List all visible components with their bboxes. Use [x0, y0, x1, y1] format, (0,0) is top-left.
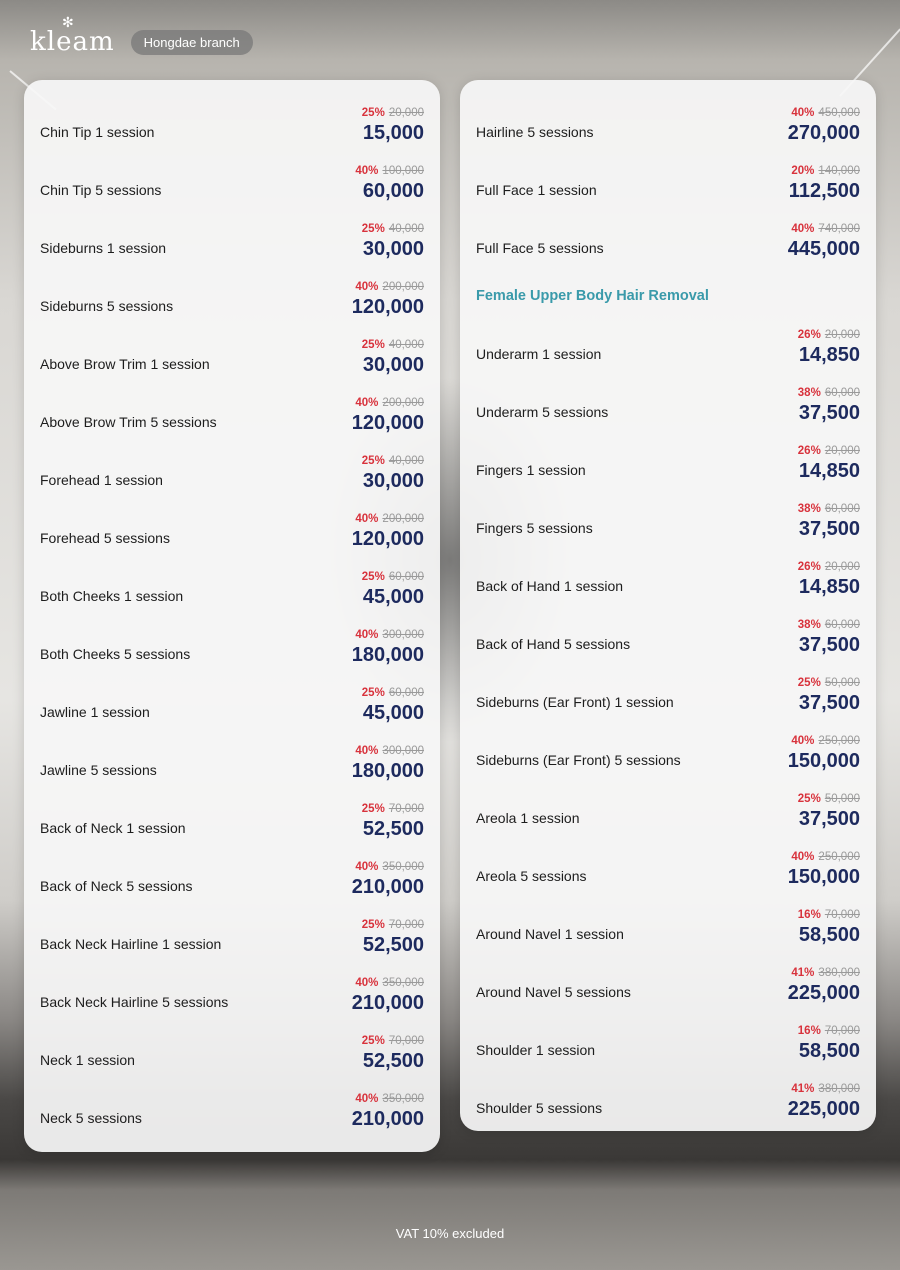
price-row: [476, 904, 860, 962]
sale-price: 15,000: [362, 122, 424, 144]
discount-line: [362, 106, 424, 120]
price-list-right: [476, 102, 860, 1136]
price-row: [40, 102, 424, 160]
original-price: 70,000: [388, 803, 424, 815]
discount-line: [798, 618, 860, 632]
price-row: [476, 160, 860, 218]
original-price: 60,000: [388, 571, 424, 583]
price-block: [798, 444, 860, 483]
treatment-name: Areola 5 sessions: [476, 868, 587, 884]
price-block: [352, 1092, 424, 1131]
price-row: [476, 614, 860, 672]
price-row: [476, 440, 860, 498]
price-block: [362, 454, 424, 493]
treatment-name: Back of Neck 1 session: [40, 820, 186, 836]
price-block: [362, 570, 424, 609]
price-row: [40, 682, 424, 740]
discount-percent: 40%: [355, 397, 379, 409]
discount-line: [362, 570, 424, 584]
vat-note: VAT 10% excluded: [395, 1226, 505, 1241]
price-row: [476, 1020, 860, 1078]
discount-percent: 40%: [791, 107, 815, 119]
treatment-name: Above Brow Trim 1 session: [40, 356, 210, 372]
price-block: [788, 850, 860, 889]
sale-price: 37,500: [798, 808, 860, 830]
original-price: 200,000: [382, 397, 424, 409]
treatment-name: Sideburns 1 session: [40, 240, 167, 256]
discount-line: [352, 628, 424, 642]
discount-line: [352, 512, 424, 526]
sale-price: 30,000: [362, 470, 424, 492]
original-price: 200,000: [382, 281, 424, 293]
treatment-name: Sideburns 5 sessions: [40, 298, 174, 314]
sale-price: 180,000: [351, 644, 424, 666]
sale-price: 150,000: [787, 750, 860, 772]
discount-percent: 40%: [355, 629, 379, 641]
sale-price: 58,500: [798, 1040, 860, 1062]
price-block: [788, 966, 860, 1005]
price-row: [40, 740, 424, 798]
discount-line: [352, 744, 424, 758]
price-block: [788, 1082, 860, 1121]
sale-price: 45,000: [362, 586, 424, 608]
original-price: 140,000: [818, 165, 860, 177]
section-title-text: Female Upper Body Hair Removal: [476, 288, 709, 304]
branch-badge: Hongdae branch: [131, 30, 253, 55]
sale-price: 14,850: [798, 576, 860, 598]
discount-line: [362, 1034, 424, 1048]
discount-percent: 40%: [355, 1093, 379, 1105]
price-row: [476, 846, 860, 904]
price-row: [476, 324, 860, 382]
sale-price: 225,000: [787, 982, 860, 1004]
original-price: 60,000: [824, 387, 860, 399]
discount-percent: 25%: [361, 1035, 385, 1047]
brand-logo: [30, 15, 115, 57]
price-row: [40, 914, 424, 972]
original-price: 40,000: [388, 339, 424, 351]
price-block: [352, 744, 424, 783]
discount-line: [798, 502, 860, 516]
sale-price: 112,500: [788, 180, 860, 202]
price-block: [798, 328, 860, 367]
treatment-name: Above Brow Trim 5 sessions: [40, 414, 217, 430]
original-price: 20,000: [824, 445, 860, 457]
treatment-name: Neck 1 session: [40, 1052, 135, 1068]
price-block: [362, 802, 424, 841]
treatment-name: Forehead 1 session: [40, 472, 163, 488]
price-row: [40, 1088, 424, 1146]
discount-percent: 25%: [361, 339, 385, 351]
discount-percent: 25%: [797, 677, 821, 689]
discount-line: [788, 850, 860, 864]
price-block: [798, 386, 860, 425]
price-row: [40, 972, 424, 1030]
discount-line: [352, 860, 424, 874]
price-row: [40, 1030, 424, 1088]
sale-price: 210,000: [351, 876, 424, 898]
discount-percent: 40%: [355, 513, 379, 525]
treatment-name: Back Neck Hairline 5 sessions: [40, 994, 229, 1010]
price-block: [798, 792, 860, 831]
section-title: [476, 276, 860, 324]
price-row: [476, 498, 860, 556]
discount-line: [798, 444, 860, 458]
treatment-name: Areola 1 session: [476, 810, 580, 826]
discount-line: [362, 918, 424, 932]
discount-percent: 25%: [361, 919, 385, 931]
price-block: [362, 338, 424, 377]
discount-percent: 40%: [791, 735, 815, 747]
price-row: [476, 1078, 860, 1136]
price-row: [40, 798, 424, 856]
discount-line: [362, 222, 424, 236]
price-block: [352, 628, 424, 667]
original-price: 20,000: [388, 107, 424, 119]
original-price: 60,000: [388, 687, 424, 699]
discount-percent: 41%: [791, 1083, 815, 1095]
treatment-name: Both Cheeks 5 sessions: [40, 646, 191, 662]
treatment-name: Hairline 5 sessions: [476, 124, 594, 140]
discount-line: [798, 908, 860, 922]
price-block: [362, 1034, 424, 1073]
price-block: [798, 908, 860, 947]
discount-percent: 26%: [797, 561, 821, 573]
treatment-name: Fingers 5 sessions: [476, 520, 593, 536]
sale-price: 60,000: [362, 180, 424, 202]
treatment-name: Chin Tip 5 sessions: [40, 182, 162, 198]
price-row: [476, 556, 860, 614]
sale-price: 210,000: [351, 1108, 424, 1130]
discount-percent: 40%: [791, 223, 815, 235]
asterisk-icon: ✻: [62, 15, 75, 31]
sale-price: 225,000: [787, 1098, 860, 1120]
price-block: [362, 686, 424, 725]
discount-percent: 25%: [361, 803, 385, 815]
price-row: [40, 160, 424, 218]
discount-line: [362, 454, 424, 468]
original-price: 740,000: [818, 223, 860, 235]
original-price: 50,000: [824, 793, 860, 805]
price-row: [476, 672, 860, 730]
discount-line: [352, 976, 424, 990]
discount-percent: 26%: [797, 329, 821, 341]
sale-price: 150,000: [787, 866, 860, 888]
price-row: [40, 334, 424, 392]
original-price: 70,000: [824, 909, 860, 921]
discount-line: [788, 966, 860, 980]
discount-percent: 26%: [797, 445, 821, 457]
price-row: [40, 392, 424, 450]
price-block: [798, 560, 860, 599]
treatment-name: Back Neck Hairline 1 session: [40, 936, 222, 952]
discount-percent: 40%: [355, 165, 379, 177]
discount-percent: 38%: [797, 387, 821, 399]
sale-price: 14,850: [798, 344, 860, 366]
original-price: 40,000: [388, 455, 424, 467]
sale-price: 120,000: [351, 528, 424, 550]
original-price: 20,000: [824, 329, 860, 341]
original-price: 20,000: [824, 561, 860, 573]
treatment-name: Fingers 1 session: [476, 462, 586, 478]
discount-line: [798, 386, 860, 400]
sale-price: 52,500: [362, 934, 424, 956]
original-price: 250,000: [818, 851, 860, 863]
discount-line: [789, 164, 860, 178]
treatment-name: Chin Tip 1 session: [40, 124, 155, 140]
treatment-name: Shoulder 5 sessions: [476, 1100, 603, 1116]
sale-price: 445,000: [787, 238, 860, 260]
treatment-name: Neck 5 sessions: [40, 1110, 142, 1126]
original-price: 70,000: [824, 1025, 860, 1037]
price-row: [40, 218, 424, 276]
price-list-left: [40, 102, 424, 1146]
sale-price: 30,000: [362, 354, 424, 376]
sale-price: 37,500: [798, 402, 860, 424]
price-row: [40, 624, 424, 682]
treatment-name: Underarm 1 session: [476, 346, 602, 362]
discount-percent: 25%: [797, 793, 821, 805]
sale-price: 52,500: [362, 818, 424, 840]
discount-percent: 16%: [797, 909, 821, 921]
discount-line: [798, 560, 860, 574]
price-block: [788, 222, 860, 261]
original-price: 100,000: [382, 165, 424, 177]
discount-percent: 38%: [797, 619, 821, 631]
discount-line: [352, 396, 424, 410]
price-panel-right: [460, 80, 876, 1131]
price-block: [788, 734, 860, 773]
original-price: 250,000: [818, 735, 860, 747]
discount-line: [788, 734, 860, 748]
sale-price: 37,500: [798, 518, 860, 540]
discount-line: [352, 280, 424, 294]
treatment-name: Jawline 5 sessions: [40, 762, 157, 778]
treatment-name: Sideburns (Ear Front) 1 session: [476, 694, 674, 710]
discount-line: [788, 1082, 860, 1096]
price-row: [476, 382, 860, 440]
sale-price: 52,500: [362, 1050, 424, 1072]
price-block: [362, 106, 424, 145]
discount-percent: 40%: [355, 281, 379, 293]
price-row: [40, 450, 424, 508]
price-block: [362, 222, 424, 261]
original-price: 40,000: [388, 223, 424, 235]
price-block: [352, 860, 424, 899]
treatment-name: Both Cheeks 1 session: [40, 588, 184, 604]
discount-line: [362, 802, 424, 816]
price-row: [476, 962, 860, 1020]
treatment-name: Around Navel 5 sessions: [476, 984, 631, 1000]
sale-price: 37,500: [798, 634, 860, 656]
original-price: 60,000: [824, 619, 860, 631]
discount-line: [798, 792, 860, 806]
treatment-name: Back of Neck 5 sessions: [40, 878, 193, 894]
sale-price: 30,000: [362, 238, 424, 260]
original-price: 300,000: [382, 745, 424, 757]
price-row: [476, 102, 860, 160]
discount-line: [355, 164, 424, 178]
original-price: 450,000: [818, 107, 860, 119]
original-price: 350,000: [382, 977, 424, 989]
original-price: 350,000: [382, 861, 424, 873]
discount-percent: 40%: [355, 861, 379, 873]
price-block: [789, 164, 860, 203]
price-block: [788, 106, 860, 145]
price-block: [352, 512, 424, 551]
sale-price: 120,000: [351, 296, 424, 318]
price-block: [798, 502, 860, 541]
price-block: [352, 280, 424, 319]
header: [30, 15, 253, 62]
price-block: [355, 164, 424, 203]
original-price: 70,000: [388, 919, 424, 931]
discount-percent: 25%: [361, 223, 385, 235]
price-panel-left: [24, 80, 440, 1152]
treatment-name: Underarm 5 sessions: [476, 404, 609, 420]
sale-price: 58,500: [798, 924, 860, 946]
treatment-name: Jawline 1 session: [40, 704, 150, 720]
price-row: [40, 566, 424, 624]
price-block: [352, 396, 424, 435]
discount-line: [788, 222, 860, 236]
price-row: [40, 508, 424, 566]
sale-price: 37,500: [798, 692, 860, 714]
price-row: [476, 218, 860, 276]
discount-percent: 38%: [797, 503, 821, 515]
discount-line: [362, 686, 424, 700]
discount-line: [362, 338, 424, 352]
discount-percent: 25%: [361, 687, 385, 699]
sale-price: 210,000: [351, 992, 424, 1014]
original-price: 380,000: [818, 1083, 860, 1095]
price-block: [798, 618, 860, 657]
original-price: 200,000: [382, 513, 424, 525]
price-row: [476, 730, 860, 788]
discount-line: [788, 106, 860, 120]
discount-percent: 25%: [361, 571, 385, 583]
original-price: 50,000: [824, 677, 860, 689]
original-price: 70,000: [388, 1035, 424, 1047]
treatment-name: Sideburns (Ear Front) 5 sessions: [476, 752, 681, 768]
discount-percent: 25%: [361, 107, 385, 119]
sale-price: 120,000: [351, 412, 424, 434]
sale-price: 180,000: [351, 760, 424, 782]
discount-percent: 40%: [355, 745, 379, 757]
sale-price: 14,850: [798, 460, 860, 482]
original-price: 60,000: [824, 503, 860, 515]
treatment-name: Around Navel 1 session: [476, 926, 624, 942]
original-price: 300,000: [382, 629, 424, 641]
price-block: [362, 918, 424, 957]
price-row: [40, 856, 424, 914]
price-row: [40, 276, 424, 334]
sale-price: 270,000: [787, 122, 860, 144]
treatment-name: Back of Hand 1 session: [476, 578, 624, 594]
discount-line: [798, 1024, 860, 1038]
discount-percent: 40%: [791, 851, 815, 863]
price-block: [352, 976, 424, 1015]
discount-percent: 41%: [791, 967, 815, 979]
discount-percent: 20%: [791, 165, 815, 177]
treatment-name: Full Face 5 sessions: [476, 240, 604, 256]
original-price: 380,000: [818, 967, 860, 979]
sale-price: 45,000: [362, 702, 424, 724]
price-row: [476, 788, 860, 846]
treatment-name: Full Face 1 session: [476, 182, 597, 198]
original-price: 350,000: [382, 1093, 424, 1105]
price-block: [798, 1024, 860, 1063]
discount-percent: 25%: [361, 455, 385, 467]
discount-line: [352, 1092, 424, 1106]
discount-line: [798, 676, 860, 690]
price-block: [798, 676, 860, 715]
brand-logo-text: kleam: [30, 27, 115, 57]
discount-percent: 16%: [797, 1025, 821, 1037]
treatment-name: Back of Hand 5 sessions: [476, 636, 631, 652]
treatment-name: Shoulder 1 session: [476, 1042, 596, 1058]
treatment-name: Forehead 5 sessions: [40, 530, 170, 546]
discount-line: [798, 328, 860, 342]
discount-percent: 40%: [355, 977, 379, 989]
